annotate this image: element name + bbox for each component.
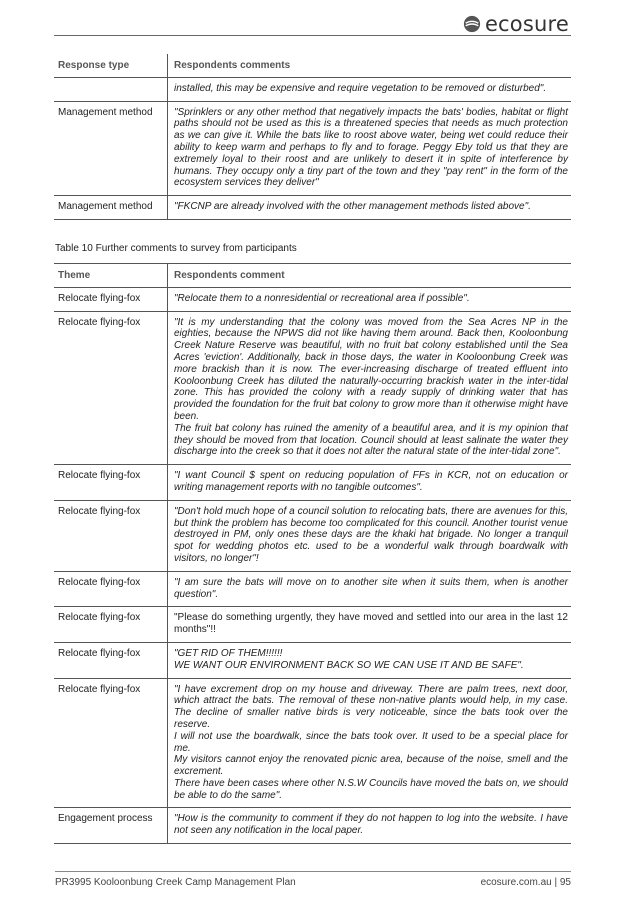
row-comment <box>168 678 572 808</box>
row-label: Relocate flying-fox <box>58 647 141 659</box>
column-header-respondents-comment: Respondents comment <box>168 264 572 288</box>
comment-paragraph: "GET RID OF THEM!!!!!! <box>174 647 283 659</box>
page-number: ecosure.com.au | 95 <box>480 877 571 888</box>
row-comment <box>168 808 572 844</box>
table-caption: Table 10 Further comments to survey from participants <box>55 243 297 254</box>
table-row <box>54 607 571 643</box>
row-label: Relocate flying-fox <box>58 292 141 304</box>
comment-paragraph: "Relocate them to a nonresidential or recreational area if possible". <box>174 292 470 304</box>
table-header-row <box>54 54 571 77</box>
row-label: Engagement process <box>58 813 153 825</box>
comment-paragraph: "Sprinklers or any other method that negatively impacts the bats' bodies, habitat or flight paths should not be used as this is a threatened species that needs as much protection as we can give it. While the bats like to roost above water, being wet could reduce their ability to keep warm and perhaps to fly and to forage. Peggy Eby told us that they are extremely loyal to their roost and are unlikely to desert it in spite of interference by humans. They occupy only a tiny part of the town and they "pay rent" in the form of the ecosystem services they deliver" <box>174 106 568 189</box>
row-label: Relocate flying-fox <box>58 683 141 695</box>
table-row <box>54 500 571 571</box>
row-comment <box>168 465 572 501</box>
row-label: Relocate flying-fox <box>58 612 141 624</box>
comment-paragraph: "It is my understanding that the colony was moved from the Sea Acres NP in the eighties, because the NPWS did not like having them around. Back then, Kooloonbung Creek Nature Reserve was beautiful, with no fruit bat colony established until the Sea Acres 'eviction'. Additionally, back in those days, the water in Kooloonbung Creek was more brackish than it is now. The ever-increasing discharge of treated effluent into Kooloonbung Creek has diluted the naturally-occurring brackish water in the inter-tidal zone. This has provided the colony with a ready supply of drinking water that has provided the foundation for the fruit bat colony to grow more than it otherwise might have been. <box>174 316 568 422</box>
comment-paragraph: WE WANT OUR ENVIRONMENT BACK SO WE CAN USE IT AND BE SAFE". <box>174 659 524 671</box>
table-row <box>54 287 571 311</box>
further-comments-table <box>54 263 571 844</box>
row-comment <box>168 571 572 607</box>
row-comment <box>168 196 572 220</box>
comment-paragraph: "Don't hold much hope of a council solution to relocating bats, there are avenues for this, but think the problem has become too complicated for this council. Another tourist venue destroyed in PM, only ones these days are the khaki hat brigade. No longer a tranquil spot for wedding photos etc. used to be a wonderful walk through boardwalk with visitors, no longer"! <box>174 505 568 564</box>
comment-paragraph: "I have excrement drop on my house and driveway. There are palm trees, next door, which attract the bats. The removal of these non-native plants would help, in my case. The decline of smaller native birds is very noticeable, since the bats took over the reserve. <box>174 683 568 730</box>
comment-paragraph: There have been cases where other N.S.W Councils have moved the bats on, we should be able to do the same". <box>174 777 568 801</box>
row-comment <box>168 607 572 643</box>
row-label: Relocate flying-fox <box>58 316 141 328</box>
table-row <box>54 678 571 808</box>
footer-divider <box>55 871 571 872</box>
row-comment <box>168 77 572 101</box>
table-header-row <box>54 264 571 288</box>
row-label <box>54 77 168 101</box>
row-comment <box>168 642 572 678</box>
row-comment <box>168 311 572 465</box>
row-label: Management method <box>58 106 153 118</box>
column-header-theme: Theme <box>58 270 91 281</box>
row-label: Relocate flying-fox <box>58 470 141 482</box>
comment-paragraph: "How is the community to comment if they do not happen to log into the website. I have not seen any notification in the local paper. <box>174 813 568 837</box>
table-row <box>54 571 571 607</box>
row-comment <box>168 500 572 571</box>
document-title: PR3995 Kooloonbung Creek Camp Management Plan <box>55 877 296 888</box>
row-label: Relocate flying-fox <box>58 576 141 588</box>
comment-paragraph: "FKCNP are already involved with the other management methods listed above". <box>174 201 531 213</box>
comment-paragraph: I will not use the boardwalk, since the bats took over. It used to be a special place for me. <box>174 730 568 754</box>
table-row <box>54 77 571 101</box>
comment-paragraph: installed, this may be expensive and require vegetation to be removed or disturbed". <box>174 82 547 94</box>
table-row <box>54 311 571 465</box>
row-label: Management method <box>58 201 153 213</box>
comment-paragraph: My visitors cannot enjoy the renovated picnic area, because of the noise, smell and the excrement. <box>174 754 568 778</box>
row-comment <box>168 101 572 196</box>
table-row <box>54 642 571 678</box>
table-row <box>54 808 571 844</box>
brand-logo <box>463 12 569 36</box>
response-comments-table <box>54 54 571 220</box>
row-label: Relocate flying-fox <box>58 505 141 517</box>
table-row <box>54 196 571 220</box>
comment-paragraph: "Please do something urgently, they have moved and settled into our area in the last 12 months"!! <box>174 612 568 636</box>
comment-paragraph: "I am sure the bats will move on to another site when it suits them, when is another question". <box>174 576 568 600</box>
brand-name: ecosure <box>484 12 569 36</box>
table-row <box>54 101 571 196</box>
header-divider <box>54 35 571 36</box>
row-comment <box>168 287 572 311</box>
comment-paragraph: The fruit bat colony has ruined the amenity of a beautiful area, and it is my opinion that they should be moved from that location. Council should at least salinate the water they discharge into the creek so that it does not alter the natural state of the inter-tidal zone". <box>174 422 568 458</box>
ecosure-logo-icon <box>463 15 481 33</box>
column-header-respondents-comments: Respondents comments <box>168 54 572 77</box>
column-header-response-type: Response type <box>58 60 130 71</box>
page-header <box>0 10 625 40</box>
comment-paragraph: "I want Council $ spent on reducing population of FFs in KCR, not on education or writing management reports with no tangible outcomes". <box>174 470 568 493</box>
table-row <box>54 465 571 501</box>
